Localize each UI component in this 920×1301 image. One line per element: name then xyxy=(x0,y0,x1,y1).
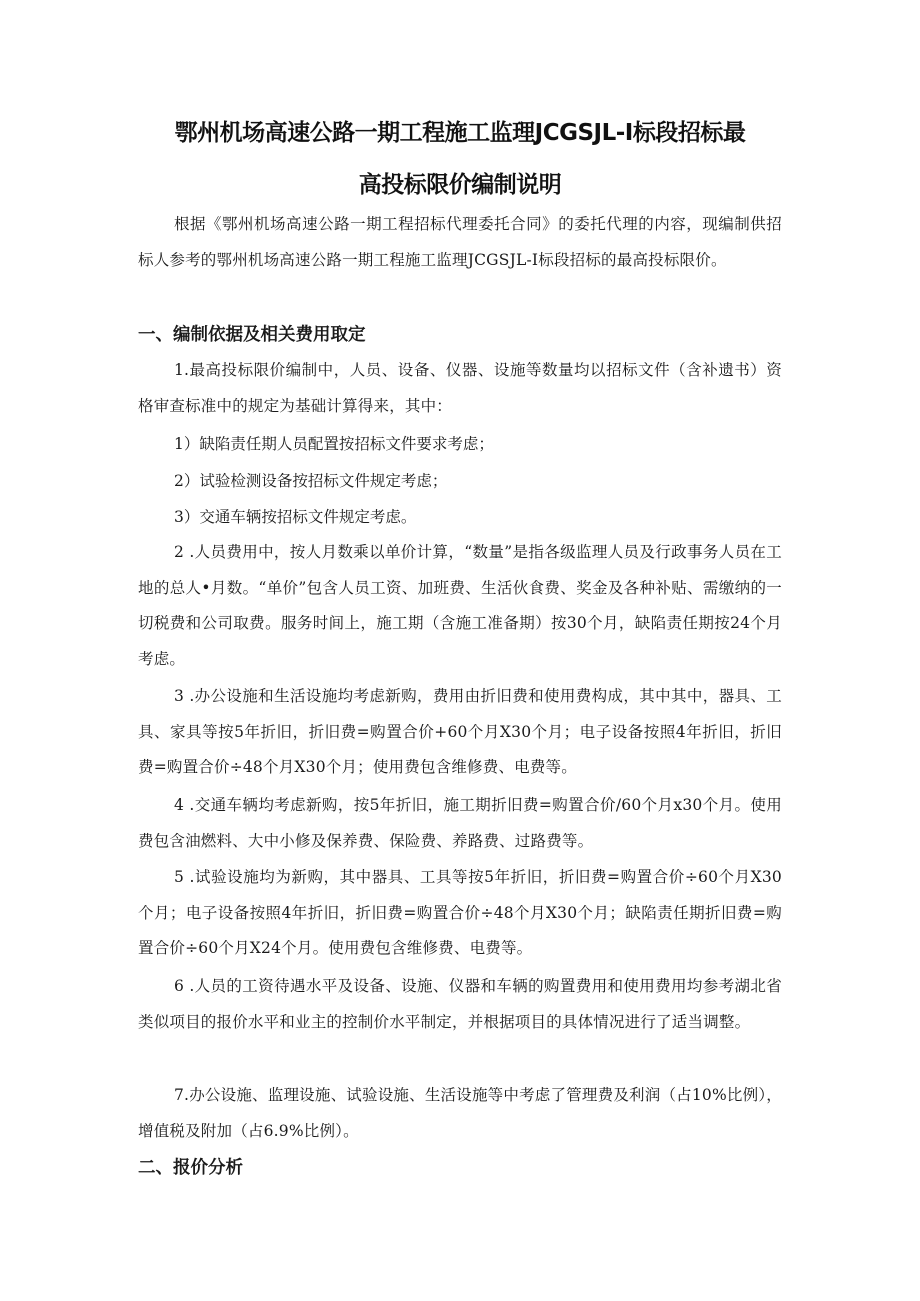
paragraph-5: 5 .试验设施均为新购，其中器具、工具等按5年折旧，折旧费=购置合价÷60个月X30个月；电子设备按照4年折旧，折旧费=购置合价÷48个月X30个月；缺陷责任期折旧费=购置合价÷60个月X24个月。使用费包含维修费、电费等。 xyxy=(138,868,782,957)
section-heading-analysis: 二、报价分析 xyxy=(138,1158,243,1178)
paragraph-2: 2 .人员费用中，按人月数乘以单价计算，“数量”是指各级监理人员及行政事务人员在工地的总人•月数。“单价”包含人员工资、加班费、生活伙食费、奖金及各种补贴、需缴纳的一切税费和公司取费。服务时间上，施工期（含施工准备期）按30个月，缺陷责任期按24个月考虑。 xyxy=(138,543,782,668)
document-title-line2: 高投标限价编制说明 xyxy=(358,172,562,198)
paragraph-7: 7.办公设施、监理设施、试验设施、生活设施等中考虑了管理费及利润（占10%比例），增值税及附加（占6.9%比例）。 xyxy=(138,1086,782,1140)
document-title-line1: 鄂州机场高速公路一期工程施工监理JCGSJL-I标段招标最 xyxy=(174,120,746,146)
list-item: 2）试验检测设备按招标文件规定考虑； xyxy=(174,472,448,490)
intro-paragraph: 根据《鄂州机场高速公路一期工程招标代理委托合同》的委托代理的内容，现编制供招标人参考的鄂州机场高速公路一期工程施工监理JCGSJL-I标段招标的最高投标限价。 xyxy=(138,215,782,269)
paragraph-1: 1.最高投标限价编制中，人员、设备、仪器、设施等数量均以招标文件（含补遗书）资格审查标准中的规定为基础计算得来，其中： xyxy=(138,361,782,415)
list-item: 1）缺陷责任期人员配置按招标文件要求考虑； xyxy=(174,435,494,453)
list-item: 3）交通车辆按招标文件规定考虑。 xyxy=(174,508,417,526)
section-heading-basis: 一、编制依据及相关费用取定 xyxy=(138,325,366,345)
paragraph-3: 3 .办公设施和生活设施均考虑新购，费用由折旧费和使用费构成，其中其中，器具、工具、家具等按5年折旧，折旧费=购置合价+60个月X30个月；电子设备按照4年折旧，折旧费=购置合价÷48个月X30个月；使用费包含维修费、电费等。 xyxy=(138,687,782,776)
paragraph-4: 4 .交通车辆均考虑新购，按5年折旧，施工期折旧费=购置合价/60个月x30个月。使用费包含油燃料、大中小修及保养费、保险费、养路费、过路费等。 xyxy=(138,796,782,850)
paragraph-6: 6 .人员的工资待遇水平及设备、设施、仪器和车辆的购置费用和使用费用均参考湖北省类似项目的报价水平和业主的控制价水平制定，并根据项目的具体情况进行了适当调整。 xyxy=(138,977,782,1031)
